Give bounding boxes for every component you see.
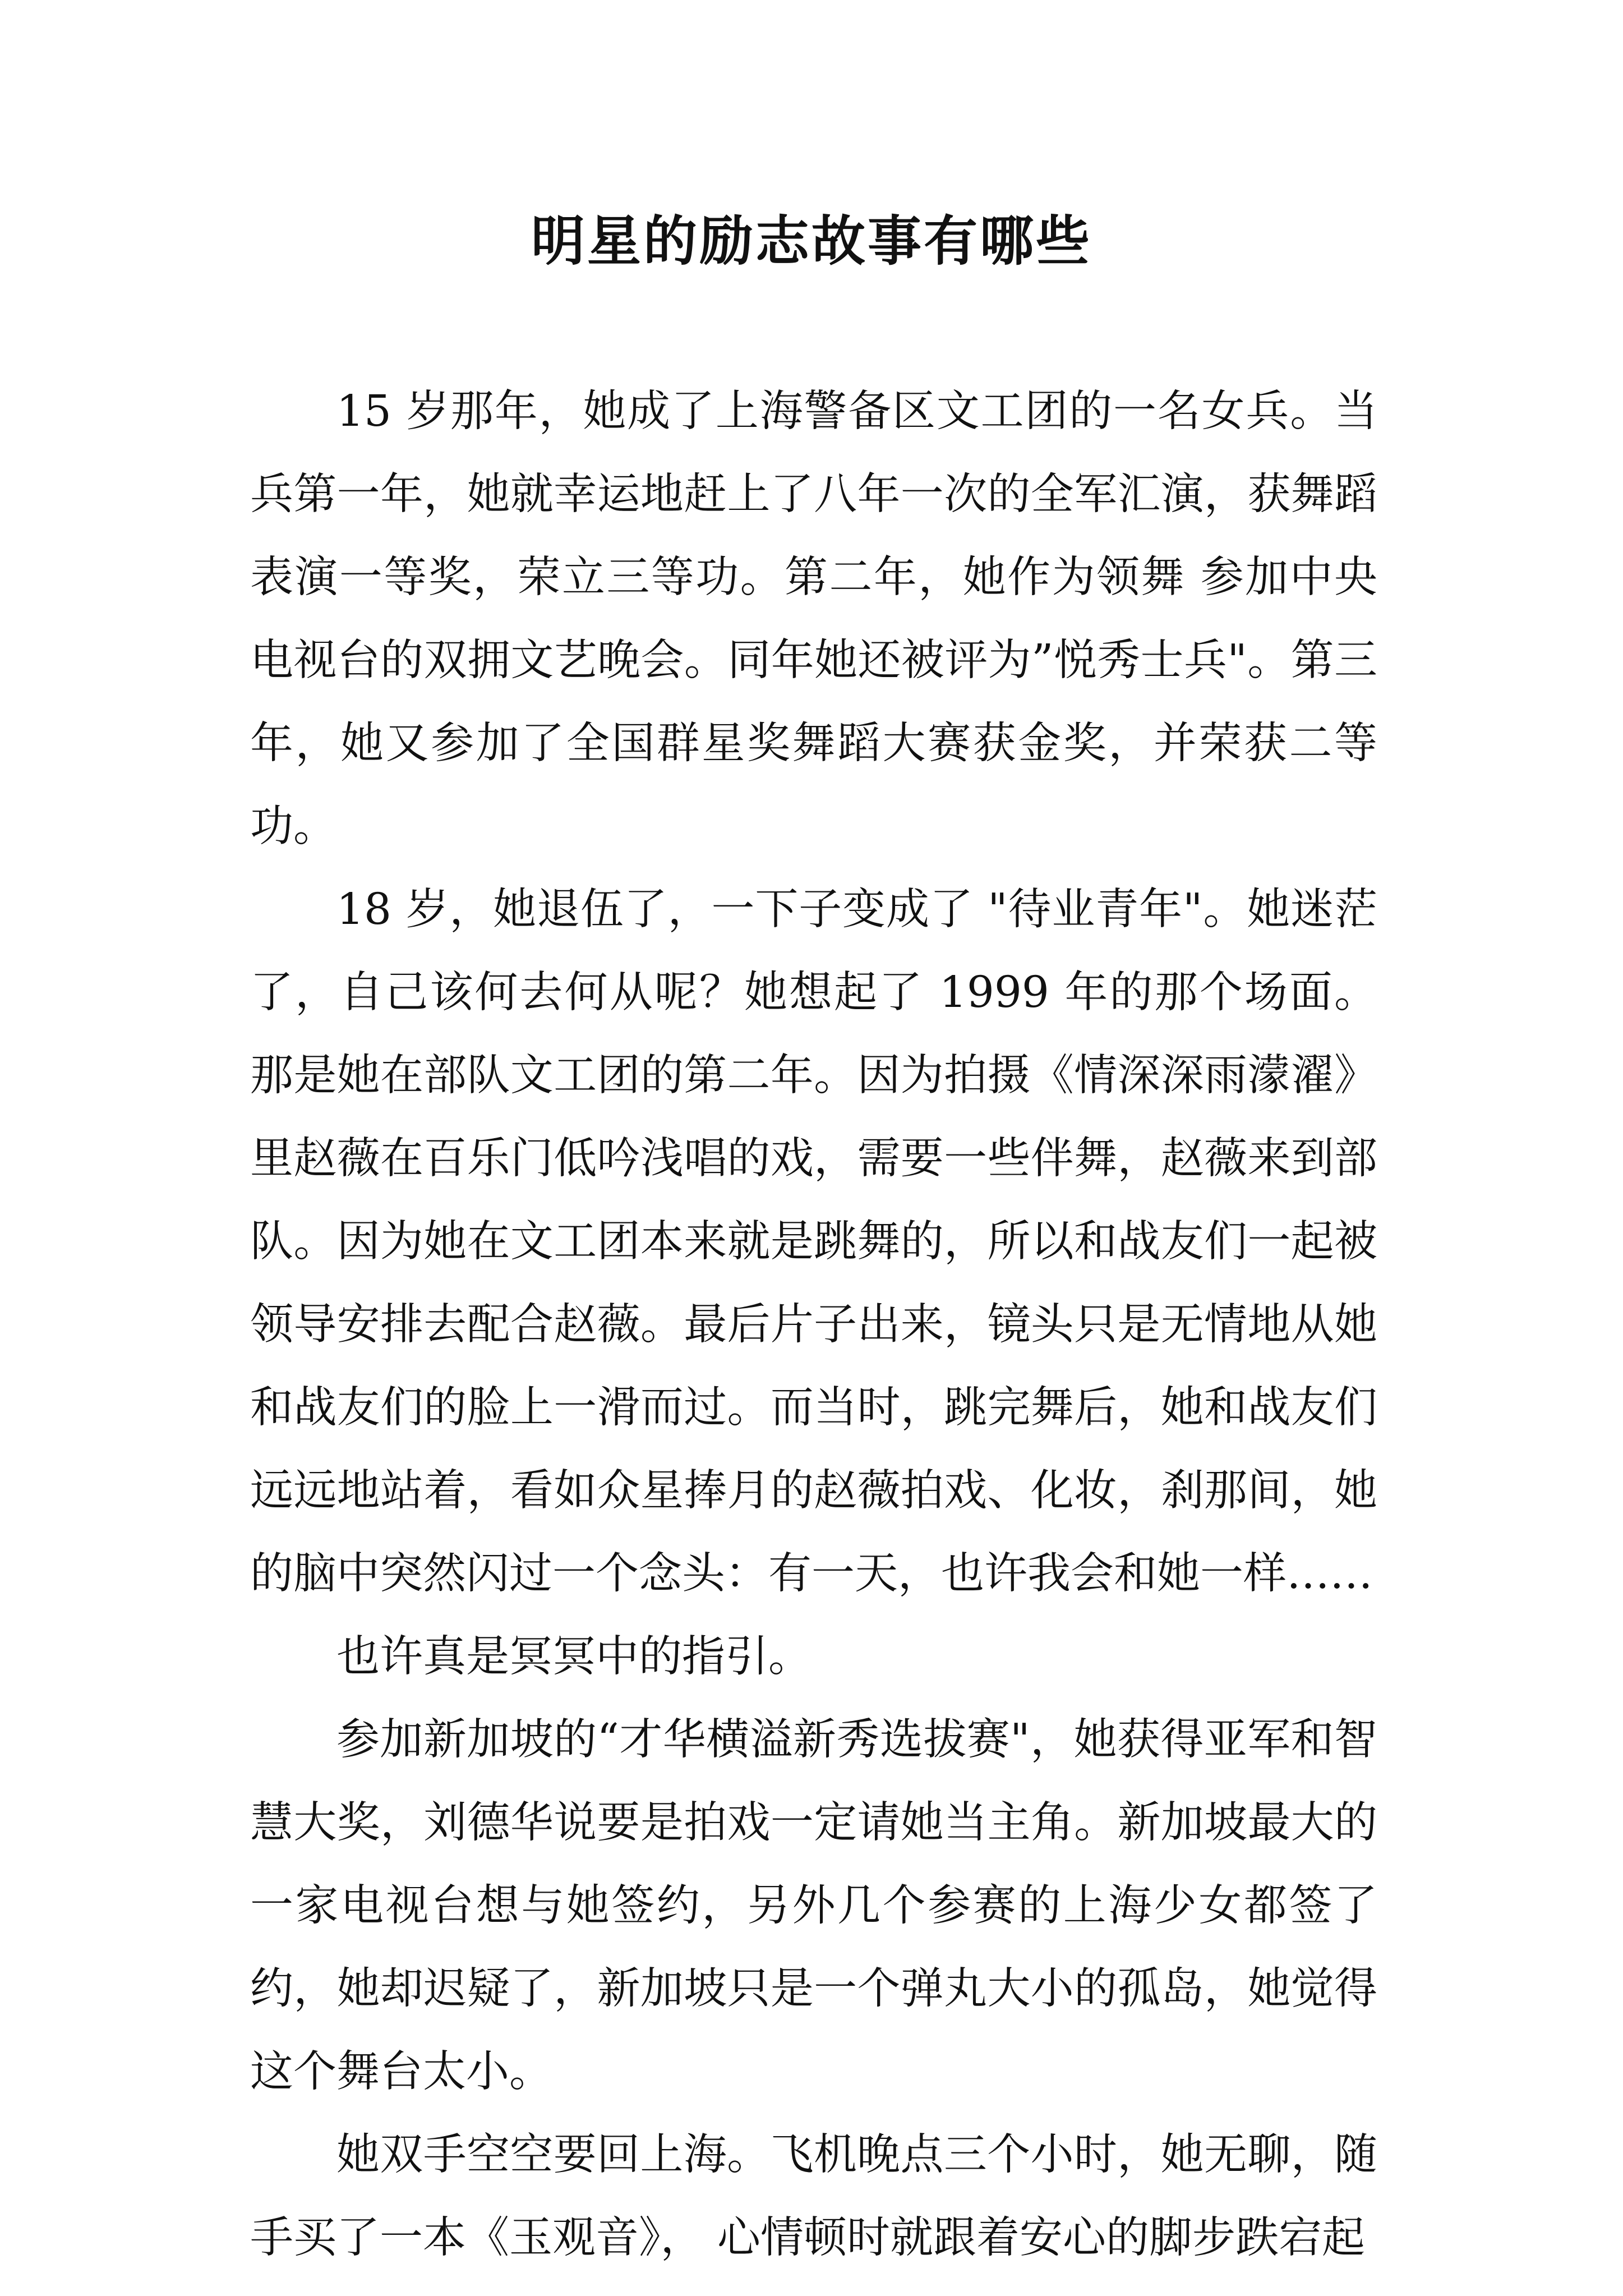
paragraph-3: 也许真是冥冥中的指引。 (336, 1632, 811, 1682)
paragraph-2: 18 岁，她退伍了，一下子变成了 "待业青年"。她迷茫了，自己该何去何从呢？她想起了 1999 年的那个场面。那是她在部队文工团的第二年。因为拍摄《情深深雨濛濯》里赵薇在百乐门低吟浅唱的戏，需要一些伴舞，赵薇来到部队。因为她在文工团本来就是跳舞的，所以和战友们一起被领导安排去配合赵薇。最后片子出来，镜头只是无情地从她和战友们的脸上一滑而过。而当时，跳完舞后，她和战友们远远地站着，看如众星捧月的赵薇拍戏、化妆，刹那间，她的脑中突然闪过一个念头：有一天，也许我会和她一样…… (250, 885, 1377, 1599)
document-title: 明星的励志故事有哪些 (531, 210, 1092, 273)
paragraph-5: 她双手空空要回上海。飞机晚点三个小时，她无聊，随手买了一本《玉观音》， 心情顿时就跟着安心的脚步跌宕起 (250, 2130, 1377, 2263)
paragraph-1: 15 岁那年，她成了上海警备区文工团的一名女兵。当兵第一年，她就幸运地赶上了八年一次的全军汇演，获舞蹈表演一等奖，荣立三等功。第二年，她作为领舞 参加中央电视台的双拥文艺晚会。同年她还被评为”悦秀士兵"。第三年，她又参加了全国群星奖舞蹈大赛获金奖，并荣获二等功。 (250, 386, 1377, 852)
document-body (250, 370, 1377, 2280)
paragraph-4: 参加新加坡的“才华横溢新秀选拔赛"，她获得亚军和智慧大奖，刘德华说要是拍戏一定请她当主角。新加坡最大的一家电视台想与她签约，另外几个参赛的上海少女都签了约，她却迟疑了，新加坡只是一个弹丸大小的孤岛，她觉得这个舞台太小。 (250, 1715, 1377, 2097)
